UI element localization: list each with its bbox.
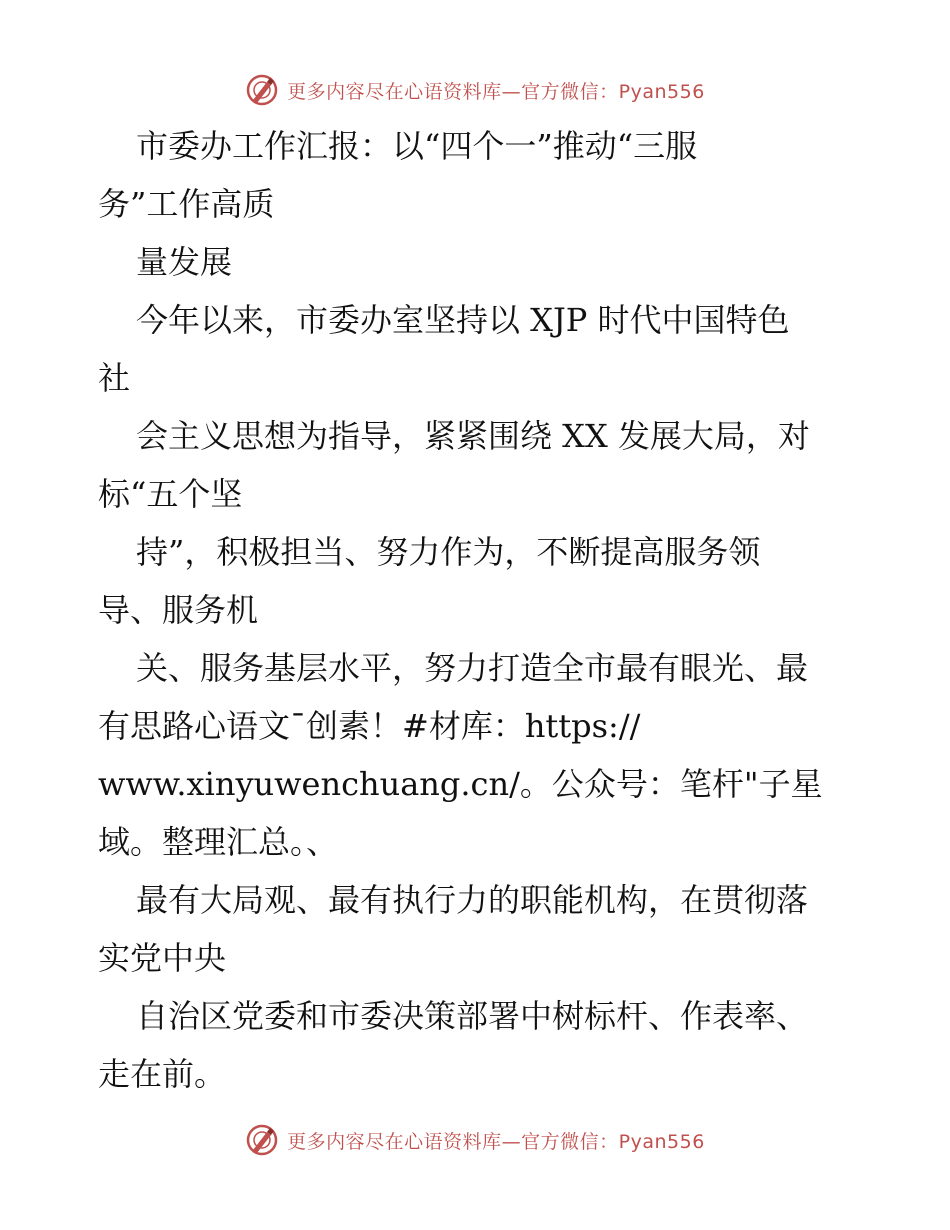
body-line: 会主义思想为指导，紧紧围绕 XX 发展大局，对 bbox=[136, 417, 810, 455]
body-line: www.xinyuwenchuang.cn/。公众号：笔杆"子星 bbox=[98, 765, 823, 803]
body-line: 域。整理汇总。、 bbox=[98, 823, 339, 861]
pen-logo-icon bbox=[245, 1123, 279, 1157]
body-line: 有思路心语文¯创素！#材库：https:// bbox=[98, 707, 641, 745]
body-line: 导、服务机 bbox=[98, 591, 259, 629]
body-line: 关、服务基层水平，努力打造全市最有眼光、最 bbox=[136, 649, 809, 687]
body-line: 自治区党委和市委决策部署中树标杆、作表率、 bbox=[136, 997, 809, 1035]
body-line: 持”，积极担当、努力作为，不断提高服务领 bbox=[136, 533, 761, 571]
body-line: 量发展 bbox=[136, 243, 233, 281]
footer-banner-text: 更多内容尽在心语资料库—官方微信：Pyan556 bbox=[287, 1130, 705, 1153]
body-line: 实党中央 bbox=[98, 939, 227, 977]
body-line: 今年以来，市委办室坚持以 XJP 时代中国特色 bbox=[136, 301, 790, 339]
footer-banner bbox=[0, 1120, 950, 1160]
header-banner-text: 更多内容尽在心语资料库—官方微信：Pyan556 bbox=[287, 80, 705, 103]
body-line: 市委办工作汇报：以“四个一”推动“三服 bbox=[136, 127, 698, 165]
body-line: 标“五个坚 bbox=[98, 475, 243, 513]
pen-logo-icon bbox=[245, 73, 279, 107]
document-body bbox=[98, 117, 858, 1103]
body-line: 最有大局观、最有执行力的职能机构，在贯彻落 bbox=[136, 881, 809, 919]
body-line: 走在前。 bbox=[98, 1055, 227, 1093]
body-line: 务”工作高质 bbox=[98, 185, 275, 223]
header-banner bbox=[0, 70, 950, 110]
body-line: 社 bbox=[98, 359, 131, 397]
